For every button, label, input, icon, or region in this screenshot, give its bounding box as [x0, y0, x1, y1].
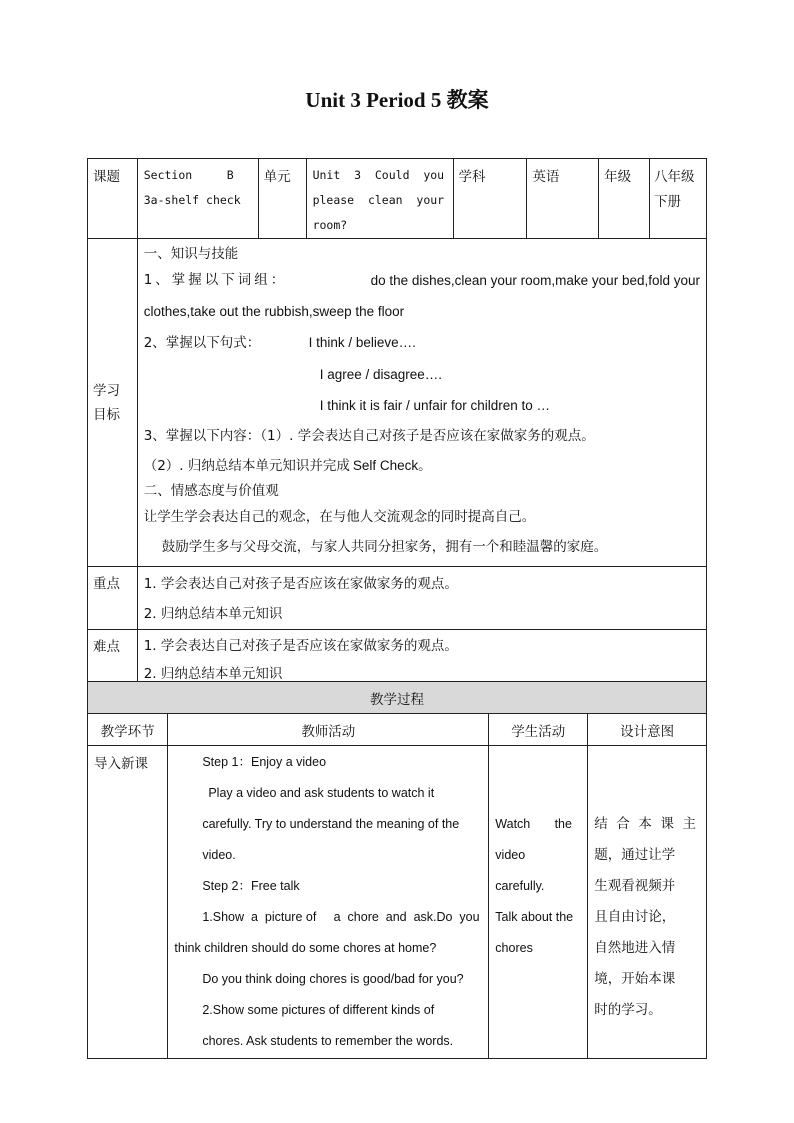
knowledge-heading: 一、知识与技能: [143, 246, 239, 262]
attitude-line-1: 让学生学会表达自己的观念，在与他人交流观念的同时提高自己。: [143, 509, 536, 525]
unit-value: Unit 3 Could you please clean your room?: [306, 159, 453, 239]
difficulties-content: 1. 学会表达自己对孩子是否应该在家做家务的观点。 2. 归纳总结本单元知识: [137, 630, 706, 689]
subject-value: 英语: [527, 159, 599, 239]
key-points-row: [88, 567, 707, 630]
topic-value: Section B 3a-shelf check: [137, 159, 258, 239]
teacher-activity-cell: Step 1：Enjoy a video Play a video and ask students to watch it carefully. Try to understand the meaning of the video. Step 2：Free talk 1.Show a picture of a chore and ask.Do you think children should do some chores at home? Do you think doing chores is good/bad for you? 2.Show some pictures of different kinds of chores. Ask students to remember the words.: [168, 746, 489, 1059]
teaching-process-table: [87, 681, 707, 1059]
objectives-row: [88, 239, 707, 567]
difficulties-row: [88, 630, 707, 689]
subject-label: 学科: [453, 159, 527, 239]
topic-label: 课题: [88, 159, 138, 239]
key-points-label: 重点: [88, 567, 138, 630]
difficulties-label: 难点: [88, 630, 138, 689]
col-stage-header: 教学环节: [88, 714, 168, 746]
lesson-info-table: [87, 158, 707, 689]
unit-label: 单元: [258, 159, 306, 239]
objective-item-3-2: （2）. 归纳总结本单元知识并完成 Self Check。: [143, 458, 432, 474]
objective-sentence-3: I think it is fair / unfair for children to …: [319, 398, 551, 413]
col-teacher-header: 教师活动: [168, 714, 489, 746]
key-points-content: 1. 学会表达自己对孩子是否应该在家做家务的观点。 2. 归纳总结本单元知识: [137, 567, 706, 630]
page-title: Unit 3 Period 5 教案: [305, 88, 489, 112]
objective-item-1-cont: clothes,take out the rubbish,sweep the floor: [143, 304, 405, 319]
info-row: [88, 159, 707, 239]
attitude-line-2: 鼓励学生多与父母交流，与家人共同分担家务，拥有一个和睦温馨的家庭。: [161, 539, 608, 555]
process-heading: 教学过程: [88, 682, 707, 714]
grade-label: 年级: [599, 159, 650, 239]
attitude-heading: 二、情感态度与价值观: [143, 483, 279, 499]
col-design-header: 设计意图: [588, 714, 707, 746]
grade-value: 八年级 下册: [650, 159, 707, 239]
student-activity-cell: Watch the video carefully. Talk about the chores: [489, 746, 588, 1059]
stage-cell: 导入新课: [88, 746, 168, 1059]
objectives-content: [137, 239, 706, 567]
objectives-label: 学习 目标: [88, 239, 138, 567]
objective-item-2: 2、掌握以下句式： I think / believe….: [143, 335, 416, 351]
process-header-row: [88, 714, 707, 746]
objective-item-1: 1、掌握以下词组： do the dishes,clean your room,make your bed,fold your: [143, 272, 700, 288]
design-intent-cell: 结合本课主 题，通过让学 生观看视频并 且自由讨论， 自然地进入情 境，开始本课 时的学习。: [588, 746, 707, 1059]
col-student-header: 学生活动: [489, 714, 588, 746]
objective-item-3: 3、掌握以下内容：（1）. 学会表达自己对孩子是否应该在家做家务的观点。: [143, 428, 595, 444]
process-row-intro: [88, 746, 707, 1059]
objective-sentence-2: I agree / disagree….: [319, 367, 443, 382]
